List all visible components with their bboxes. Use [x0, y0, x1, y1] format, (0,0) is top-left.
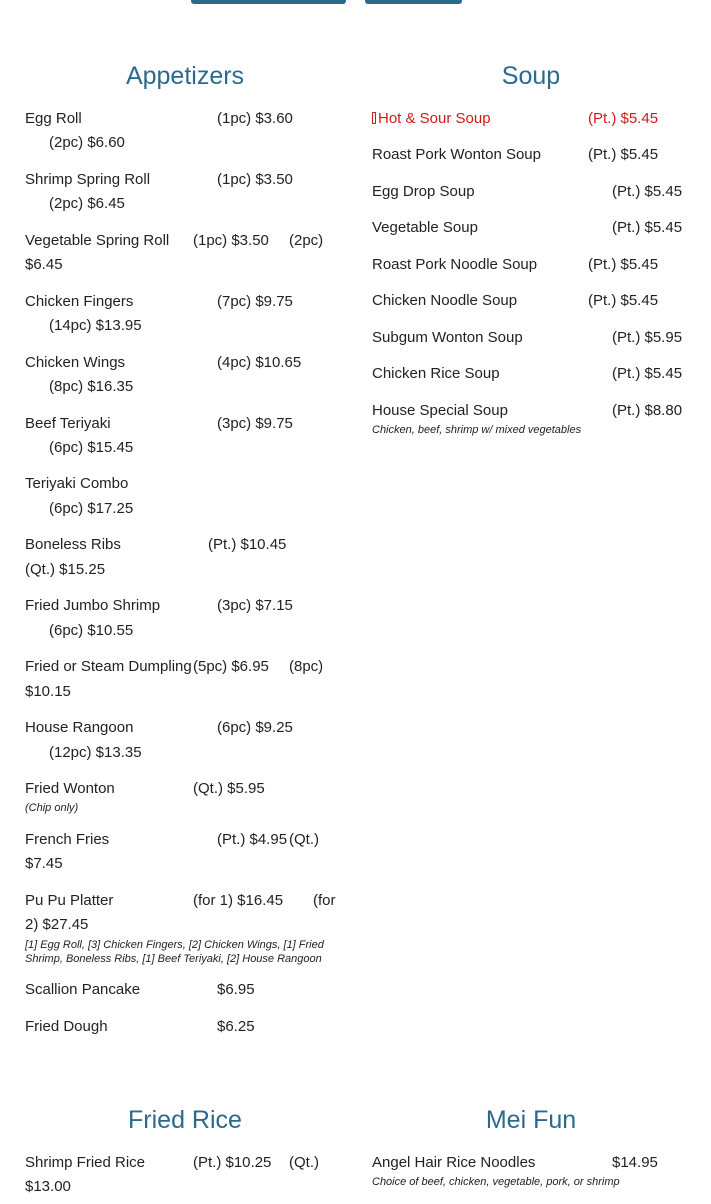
- menu-item-highlighted[interactable]: Hot & Sour Soup (Pt.) $5.45: [372, 107, 690, 131]
- menu-item[interactable]: Chicken Fingers (7pc) $9.75 (14pc) $13.95: [25, 293, 293, 334]
- menu-item[interactable]: Egg Drop Soup (Pt.) $5.45: [372, 183, 683, 200]
- menu-item[interactable]: House Special Soup (Pt.) $8.80: [372, 402, 683, 419]
- item-note: Choice of beef, chicken, vegetable, pork, or shrimp: [372, 1176, 620, 1188]
- menu-item[interactable]: Scallion Pancake $6.95: [25, 981, 255, 998]
- menu-item[interactable]: Beef Teriyaki (3pc) $9.75 (6pc) $15.45: [25, 415, 293, 456]
- menu-item[interactable]: Shrimp Spring Roll (1pc) $3.50 (2pc) $6.45: [25, 171, 293, 212]
- item-note: [1] Egg Roll, [3] Chicken Fingers, [2] Chicken Wings, [1] Fried: [25, 939, 324, 951]
- menu-item[interactable]: Egg Roll (1pc) $3.60 (2pc) $6.60: [25, 110, 293, 151]
- menu-item[interactable]: Fried Wonton (Qt.) $5.95: [25, 780, 265, 797]
- menu-item[interactable]: Chicken Rice Soup (Pt.) $5.45: [372, 365, 683, 382]
- menu-item[interactable]: Roast Pork Noodle Soup (Pt.) $5.45: [372, 256, 659, 273]
- spicy-icon: [372, 112, 376, 124]
- item-note: Chicken, beef, shrimp w/ mixed vegetables: [372, 424, 582, 436]
- menu-item[interactable]: Fried or Steam Dumpling (5pc) $6.95 (8pc) $10.15: [25, 658, 324, 700]
- menu-item[interactable]: Shrimp Fried Rice (Pt.) $10.25 (Qt.) $13.00: [25, 1154, 319, 1195]
- soup-title: Soup: [501, 62, 561, 90]
- item-note: Shrimp, Boneless Ribs, [1] Beef Teriyaki, [2] House Rangoon: [25, 953, 322, 965]
- menu-item[interactable]: French Fries (Pt.) $4.95 (Qt.) $7.45: [25, 831, 319, 872]
- menu-item[interactable]: Roast Pork Wonton Soup (Pt.) $5.45: [372, 146, 659, 163]
- menu-item[interactable]: Fried Dough $6.25: [25, 1018, 255, 1035]
- menu-item[interactable]: Chicken Wings (4pc) $10.65 (8pc) $16.35: [25, 354, 302, 395]
- menu-item[interactable]: Pu Pu Platter (for 1) $16.45 (for 2) $27.45: [25, 892, 336, 933]
- menu-item[interactable]: Fried Jumbo Shrimp (3pc) $7.15 (6pc) $10.55: [25, 597, 293, 639]
- menu-item[interactable]: House Rangoon (6pc) $9.25 (12pc) $13.35: [25, 719, 293, 761]
- menu-item[interactable]: Boneless Ribs (Pt.) $10.45 (Qt.) $15.25: [25, 536, 287, 578]
- menu-item[interactable]: Subgum Wonton Soup (Pt.) $5.95: [372, 329, 683, 346]
- fried-rice-section: [25, 1090, 345, 1204]
- appetizers-title: Appetizers: [125, 62, 245, 90]
- soup-section: [372, 0, 690, 450]
- mei-fun-section: [372, 1090, 690, 1204]
- menu-item[interactable]: Vegetable Spring Roll (1pc) $3.50 (2pc) $6.45: [25, 232, 324, 273]
- appetizers-section: [25, 0, 345, 1060]
- mei-fun-title: Mei Fun: [485, 1106, 577, 1134]
- menu-item[interactable]: Teriyaki Combo (6pc) $17.25: [25, 475, 134, 517]
- menu-item[interactable]: Vegetable Soup (Pt.) $5.45: [372, 219, 683, 236]
- menu-item[interactable]: Angel Hair Rice Noodles $14.95: [372, 1154, 658, 1171]
- item-note: (Chip only): [25, 802, 79, 814]
- menu-item[interactable]: Chicken Noodle Soup (Pt.) $5.45: [372, 292, 659, 309]
- fried-rice-title: Fried Rice: [128, 1106, 242, 1134]
